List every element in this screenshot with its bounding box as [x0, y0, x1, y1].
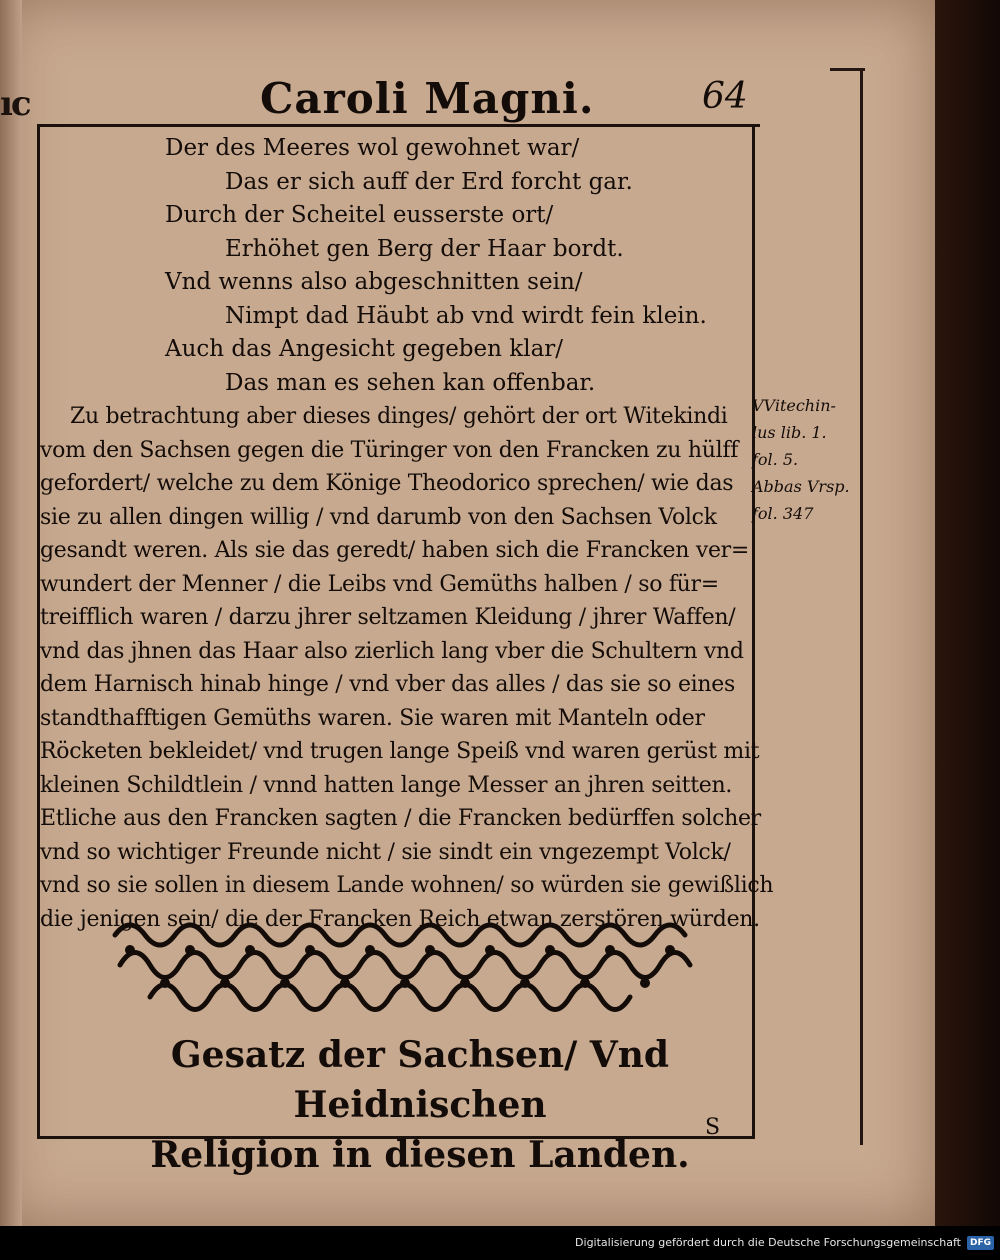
prose-line: standthafftigen Gemüths waren. Sie waren mit Manteln oder: [40, 705, 705, 731]
marginal-note-line: Abbas Vrsp.: [752, 477, 850, 496]
digitization-credit-bar: [0, 1226, 1000, 1260]
marginal-note-line: lus lib. 1.: [752, 423, 827, 442]
prose-line: gefordert/ welche zu dem Könige Theodorico sprechen/ wie das: [40, 471, 734, 496]
section-title-line: Religion in diesen Landen.: [150, 1134, 690, 1176]
marginal-note-line: VVitechin-: [752, 396, 836, 415]
decorative-ornament-band: [110, 915, 700, 1025]
verse-line: Erhöhet gen Berg der Haar bordt.: [225, 235, 624, 262]
verse-line: Das er sich auff der Erd forcht gar.: [225, 168, 633, 195]
verse-line: Durch der Scheitel eusserste ort/: [165, 202, 554, 228]
prose-line: dem Harnisch hinab hinge / vnd vber das alles / das sie so eines: [40, 672, 735, 697]
verse-line: Das man es sehen kan offenbar.: [225, 369, 596, 396]
previous-page-fragment: ıc: [0, 84, 30, 124]
verse-line: Nimpt dad Häubt ab vnd wirdt fein klein.: [225, 302, 707, 329]
frame-rule-top: [40, 124, 760, 127]
prose-line: treifflich waren / darzu jhrer seltzamen Kleidung / jhrer Waffen/: [40, 605, 736, 630]
verse-line: Der des Meeres wol gewohnet war/: [165, 135, 580, 161]
running-head: Caroli Magni.: [260, 74, 595, 123]
marginal-note-line: fol. 347: [752, 504, 814, 523]
prose-line: Etliche aus den Francken sagten / die Francken bedürffen solcher: [40, 806, 761, 831]
main-text-block: [40, 132, 774, 936]
verse-line: Auch das Angesicht gegeben klar/: [165, 336, 564, 362]
prose-line: Röcketen bekleidet/ vnd trugen lange Speiß vnd waren gerüst mit: [40, 739, 760, 764]
section-title: [100, 1030, 740, 1180]
page-edge-shadow: [935, 0, 1000, 1226]
credit-text: Digitalisierung gefördert durch die Deutsche Forschungsgemeinschaft: [575, 1236, 961, 1249]
page-spine: [0, 0, 22, 1226]
prose-line: gesandt weren. Als sie das geredt/ haben sich die Francken ver=: [40, 538, 750, 563]
marginal-note-line: fol. 5.: [752, 450, 799, 469]
prose-line: vom den Sachsen gegen die Türinger von den Francken zu hülff: [40, 437, 739, 463]
marginal-note: [752, 392, 860, 527]
section-title-line: Gesatz der Sachsen/ Vnd Heidnischen: [170, 1034, 670, 1126]
prose-line: vnd so wichtiger Freunde nicht / sie sindt ein vngezempt Volck/: [40, 839, 731, 865]
catchword: S: [705, 1115, 721, 1140]
margin-rule-corner: [830, 68, 865, 71]
prose-line: wundert der Menner / die Leibs vnd Gemüths halben / so für=: [40, 571, 719, 597]
margin-rule-vertical: [860, 70, 863, 1145]
prose-line: kleinen Schildtlein / vnnd hatten lange Messer an jhren seitten.: [40, 772, 733, 798]
prose-line: vnd so sie sollen in diesem Lande wohnen/ so würden sie gewißlich: [40, 873, 774, 898]
prose-line: sie zu allen dingen willig / vnd darumb von den Sachsen Volck: [40, 504, 717, 530]
prose-line: Zu betrachtung aber dieses dinges/ gehört der ort Witekindi: [70, 404, 728, 429]
prose-line: die jenigen sein/ die der Francken Reich etwan zerstören würden.: [40, 906, 760, 932]
page-number: 64: [702, 76, 748, 117]
dfg-logo-icon: DFG: [967, 1236, 994, 1250]
verse-line: Vnd wenns also abgeschnitten sein/: [165, 269, 583, 295]
prose-line: vnd das jhnen das Haar also zierlich lang vber die Schultern vnd: [40, 638, 744, 664]
